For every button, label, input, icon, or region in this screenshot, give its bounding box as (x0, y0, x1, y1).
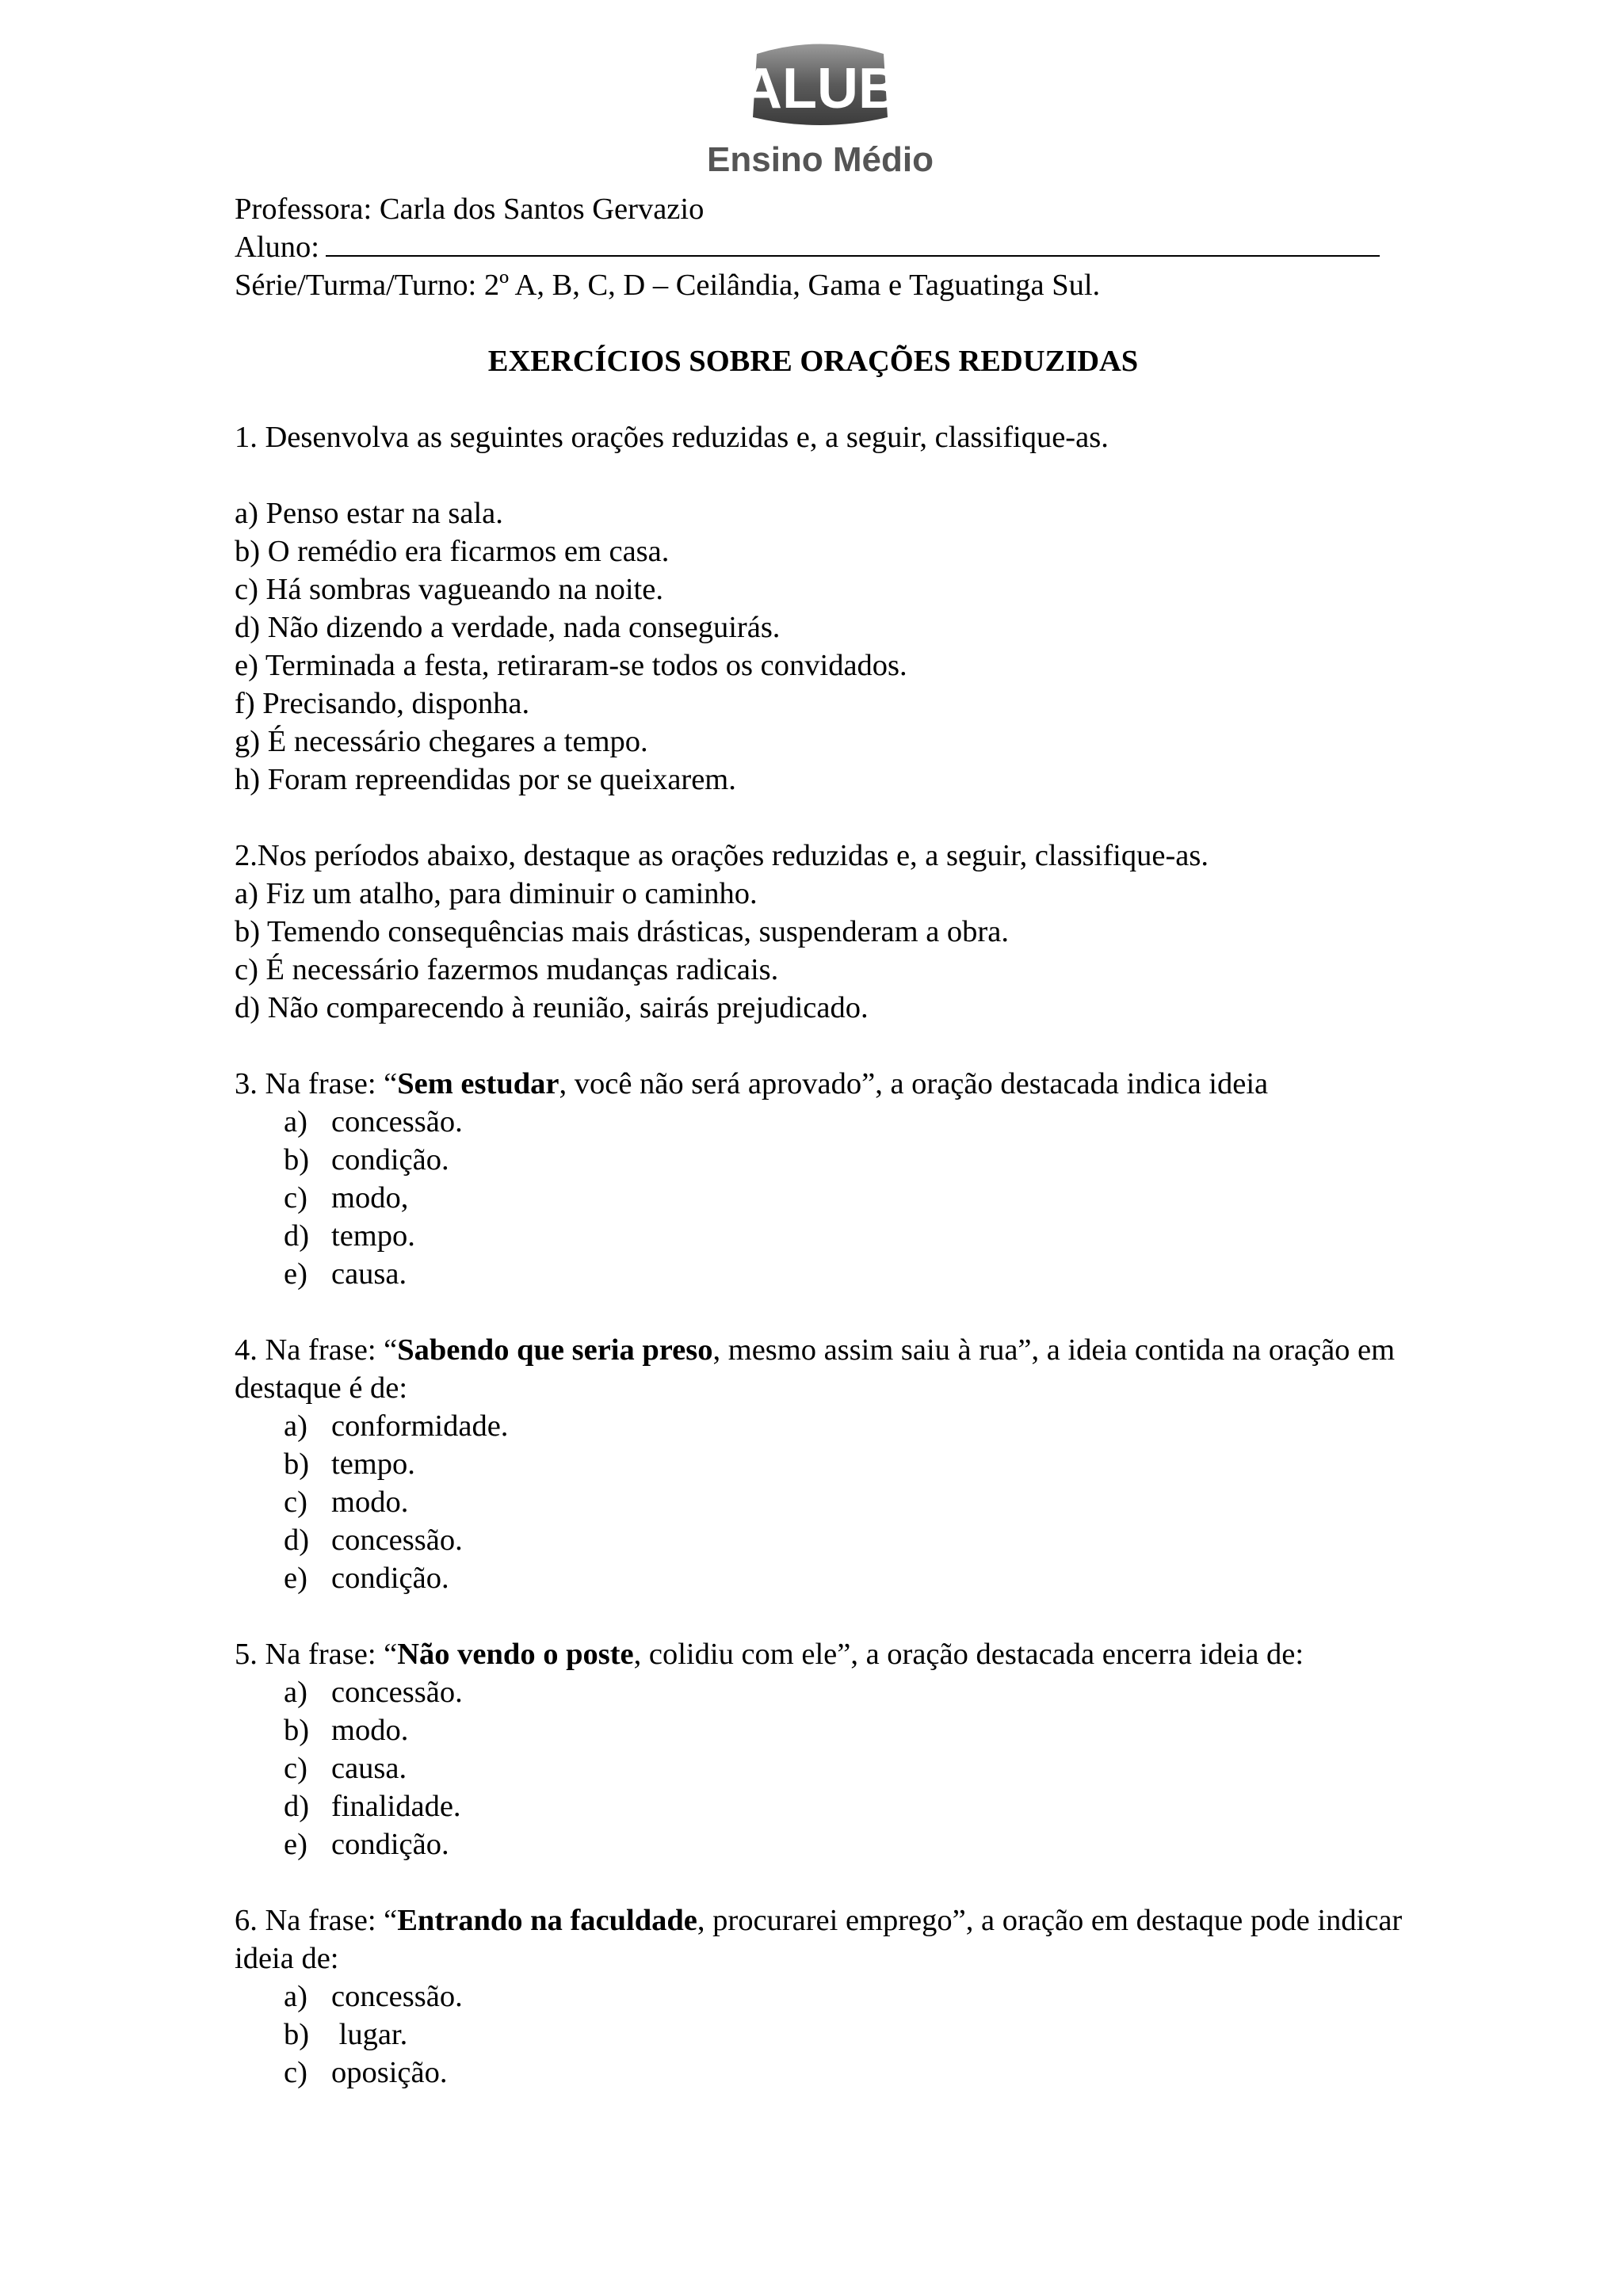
question-5-options (235, 1673, 1423, 1863)
student-label: Aluno: (235, 231, 319, 264)
highlighted-clause: Entrando na faculdade (397, 1904, 697, 1937)
list-item: c) É necessário fazermos mudanças radicais. (235, 953, 779, 986)
option-item[interactable]: b) modo. (284, 1714, 409, 1747)
option-item[interactable]: a) conformidade. (284, 1409, 509, 1443)
question-2-prompt: 2.Nos períodos abaixo, destaque as orações reduzidas e, a seguir, classifique-as. (235, 839, 1209, 872)
option-item[interactable]: e) condição. (284, 1562, 449, 1595)
option-item[interactable]: e) causa. (284, 1257, 407, 1291)
page-title: EXERCÍCIOS SOBRE ORAÇÕES REDUZIDAS (487, 345, 1139, 378)
list-item: a) Fiz um atalho, para diminuir o caminho. (235, 877, 758, 910)
logo-brand-text: ALUB (741, 57, 899, 120)
option-item[interactable]: d) concessão. (284, 1524, 463, 1557)
question-4-options (235, 1407, 1423, 1597)
highlighted-clause: Sem estudar (397, 1067, 559, 1100)
question-4-prompt: 4. Na frase: “Sabendo que seria preso, mesmo assim saiu à rua”, a ideia contida na oração em destaque é de: (235, 1333, 1396, 1405)
option-item[interactable]: a) concessão. (284, 1980, 463, 2013)
question-3-prompt: 3. Na frase: “Sem estudar, você não será aprovado”, a oração destacada indica ideia (235, 1067, 1269, 1100)
question-6-options (235, 1978, 1423, 2092)
student-name-blank[interactable] (326, 228, 1380, 257)
highlighted-clause: Não vendo o poste (397, 1638, 634, 1671)
student-line (235, 228, 1423, 266)
option-item[interactable]: d) tempo. (284, 1219, 415, 1253)
question-2-items (235, 875, 1423, 1027)
option-item[interactable]: d) finalidade. (284, 1790, 461, 1823)
option-item[interactable]: b) lugar. (284, 2018, 408, 2051)
option-item[interactable]: c) oposição. (284, 2056, 448, 2089)
alub-logo (707, 38, 934, 181)
list-item: c) Há sombras vagueando na noite. (235, 573, 663, 606)
list-item: d) Não dizendo a verdade, nada conseguirás. (235, 611, 781, 644)
option-item[interactable]: b) condição. (284, 1143, 449, 1177)
option-item[interactable]: c) modo, (284, 1181, 409, 1215)
logo-subtitle-text: Ensino Médio (707, 140, 934, 179)
question-1-items (235, 494, 1423, 799)
option-item[interactable]: a) concessão. (284, 1676, 463, 1709)
option-item[interactable]: c) modo. (284, 1486, 409, 1519)
question-6-prompt: 6. Na frase: “Entrando na faculdade, procurarei emprego”, a oração em destaque pode indicar ideia de: (235, 1904, 1403, 1975)
option-item[interactable]: b) tempo. (284, 1447, 415, 1481)
option-item[interactable]: c) causa. (284, 1752, 407, 1785)
option-item[interactable]: a) concessão. (284, 1105, 463, 1138)
list-item: a) Penso estar na sala. (235, 497, 503, 530)
document-content (235, 190, 1423, 2092)
list-item: d) Não comparecendo à reunião, sairás prejudicado. (235, 991, 869, 1024)
highlighted-clause: Sabendo que seria preso (397, 1333, 713, 1367)
option-item[interactable]: e) condição. (284, 1828, 449, 1861)
class-line: Série/Turma/Turno: 2º A, B, C, D – Ceilândia, Gama e Taguatinga Sul. (235, 269, 1101, 302)
list-item: h) Foram repreendidas por se queixarem. (235, 763, 736, 796)
list-item: e) Terminada a festa, retiraram-se todos os convidados. (235, 649, 907, 682)
question-1-prompt: 1. Desenvolva as seguintes orações reduzidas e, a seguir, classifique-as. (235, 421, 1109, 454)
question-5-prompt: 5. Na frase: “Não vendo o poste, colidiu com ele”, a oração destacada encerra ideia de: (235, 1638, 1304, 1671)
list-item: b) Temendo consequências mais drásticas, suspenderam a obra. (235, 915, 1009, 948)
list-item: f) Precisando, disponha. (235, 687, 530, 720)
question-3-options (235, 1103, 1423, 1293)
list-item: g) É necessário chegares a tempo. (235, 725, 648, 758)
teacher-line: Professora: Carla dos Santos Gervazio (235, 193, 705, 226)
list-item: b) O remédio era ficarmos em casa. (235, 535, 670, 568)
